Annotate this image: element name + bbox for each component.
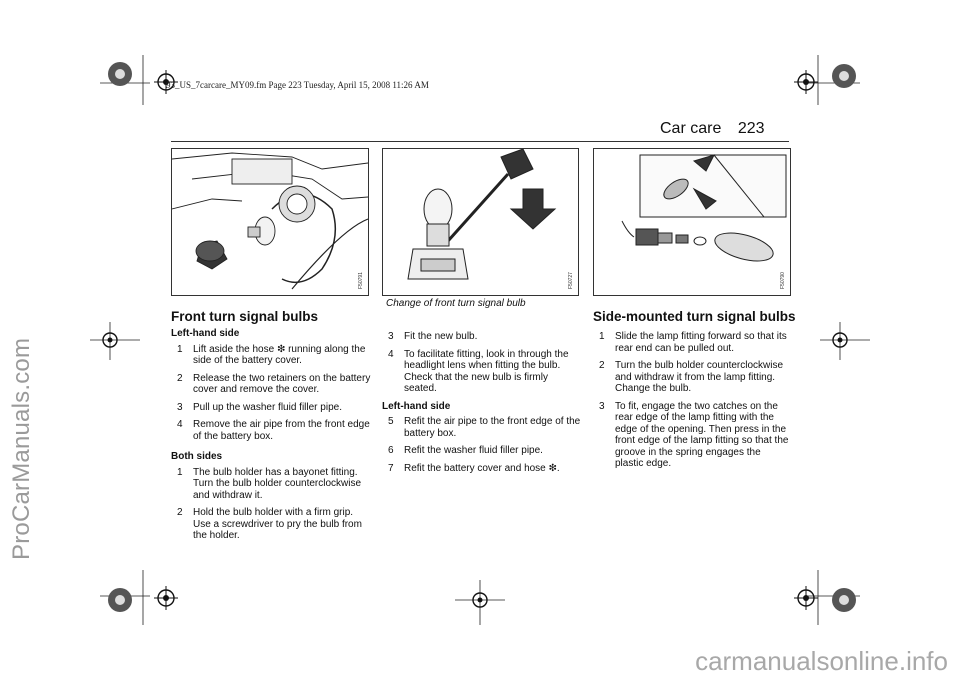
column-1	[171, 328, 371, 548]
step-text: Release the two retainers on the battery cover and remove the cover.	[193, 372, 371, 395]
crosshair-icon	[794, 70, 818, 94]
figure-code: F50790	[780, 272, 786, 289]
step-text: To fit, engage the two catches on the rear edge of the lamp fitting with the edge of the opening. Then press in the front edge of the lamp fitting so that the groove in the spring engages the plastic edge.	[615, 400, 789, 469]
step-text: The bulb holder has a bayonet fitting. Turn the bulb holder counterclockwise and withdraw it.	[193, 466, 362, 501]
step-text: Remove the air pipe from the front edge of the battery box.	[193, 419, 370, 442]
step-number: 2	[177, 372, 183, 384]
step-number: 1	[177, 343, 183, 355]
step-item	[177, 467, 371, 502]
step-number: 3	[599, 400, 605, 412]
step-text: Fit the new bulb.	[404, 331, 478, 342]
step-number: 4	[177, 419, 183, 430]
subhead-both-sides: Both sides	[171, 451, 223, 462]
step-number: 6	[388, 445, 394, 456]
step-text: Hold the bulb holder with a firm grip. Use a screwdriver to pry the bulb from the holder.	[193, 507, 362, 541]
steps-left-hand-refit	[382, 416, 582, 474]
step-item	[177, 344, 371, 367]
step-item	[388, 445, 582, 457]
step-text: Lift aside the hose ❇ running along the side of the battery cover.	[193, 343, 366, 366]
column-3	[593, 331, 789, 476]
step-number: 2	[599, 360, 605, 371]
screwdriver-illustration	[383, 149, 578, 295]
step-item	[177, 402, 371, 414]
section-title: Car care	[660, 120, 722, 137]
subhead-left-hand-side: Left-hand side	[382, 400, 451, 412]
side-lamp-illustration	[594, 149, 790, 295]
step-number: 1	[177, 466, 183, 478]
bottom-watermark: carmanualsonline.info	[695, 646, 948, 676]
crosshair-icon	[794, 586, 818, 610]
column-2	[382, 331, 582, 480]
header-rule	[171, 141, 789, 142]
steps-left-hand-side	[171, 344, 371, 443]
step-item	[599, 401, 789, 470]
engine-bay-illustration	[172, 149, 368, 295]
step-item	[177, 373, 371, 396]
step-number: 3	[177, 401, 183, 413]
page-number: 223	[737, 120, 765, 137]
running-head	[660, 120, 765, 138]
side-watermark: ProCarManuals.com	[8, 337, 35, 560]
registration-target-icon	[106, 60, 134, 88]
registration-target-icon	[106, 586, 134, 614]
step-number: 3	[388, 331, 394, 342]
heading-front-turn-signal: Front turn signal bulbs	[171, 309, 318, 324]
step-item	[388, 331, 582, 343]
crosshair-icon	[470, 590, 490, 610]
step-number: 1	[599, 331, 605, 342]
step-item	[388, 416, 582, 439]
figure-screwdriver	[382, 148, 579, 296]
step-number: 2	[177, 507, 183, 518]
figure-engine-bay	[171, 148, 369, 296]
step-number: 7	[388, 462, 394, 474]
step-item	[599, 360, 789, 395]
steps-side-mounted	[593, 331, 789, 470]
subhead-left-hand-side: Left-hand side	[171, 328, 240, 339]
step-text: Pull up the washer fluid filler pipe.	[193, 401, 342, 413]
figure-code: F50791	[358, 272, 364, 289]
figure-code: F50727	[568, 272, 574, 289]
step-number: 5	[388, 416, 394, 427]
step-item	[388, 463, 582, 475]
step-text: Slide the lamp fitting forward so that its rear end can be pulled out.	[615, 331, 787, 354]
step-number: 4	[388, 348, 394, 360]
crosshair-icon	[154, 586, 178, 610]
step-item	[388, 349, 582, 395]
step-item	[177, 507, 371, 542]
step-text: To facilitate fitting, look in through the headlight lens when fitting the bulb. Check that the new bulb is firmly seated.	[404, 348, 569, 394]
steps-both-sides	[171, 467, 371, 542]
registration-target-icon	[830, 62, 858, 90]
figure-caption: Change of front turn signal bulb	[386, 298, 526, 309]
steps-continued	[382, 331, 582, 395]
step-text: Refit the air pipe to the front edge of the battery box.	[404, 416, 581, 439]
print-header: 93_US_7carcare_MY09.fm Page 223 Tuesday, April 15, 2008 11:26 AM	[166, 80, 429, 90]
heading-side-mounted: Side-mounted turn signal bulbs	[593, 309, 796, 324]
step-text: Refit the washer fluid filler pipe.	[404, 445, 543, 456]
registration-target-icon	[830, 586, 858, 614]
crosshair-icon	[830, 330, 850, 350]
step-item	[599, 331, 789, 354]
figure-side-lamp	[593, 148, 791, 296]
step-item	[177, 419, 371, 442]
crosshair-icon	[100, 330, 120, 350]
step-text: Turn the bulb holder counterclockwise and withdraw it from the lamp fitting. Change the bulb.	[615, 360, 784, 394]
step-text: Refit the battery cover and hose ❇.	[404, 462, 560, 474]
